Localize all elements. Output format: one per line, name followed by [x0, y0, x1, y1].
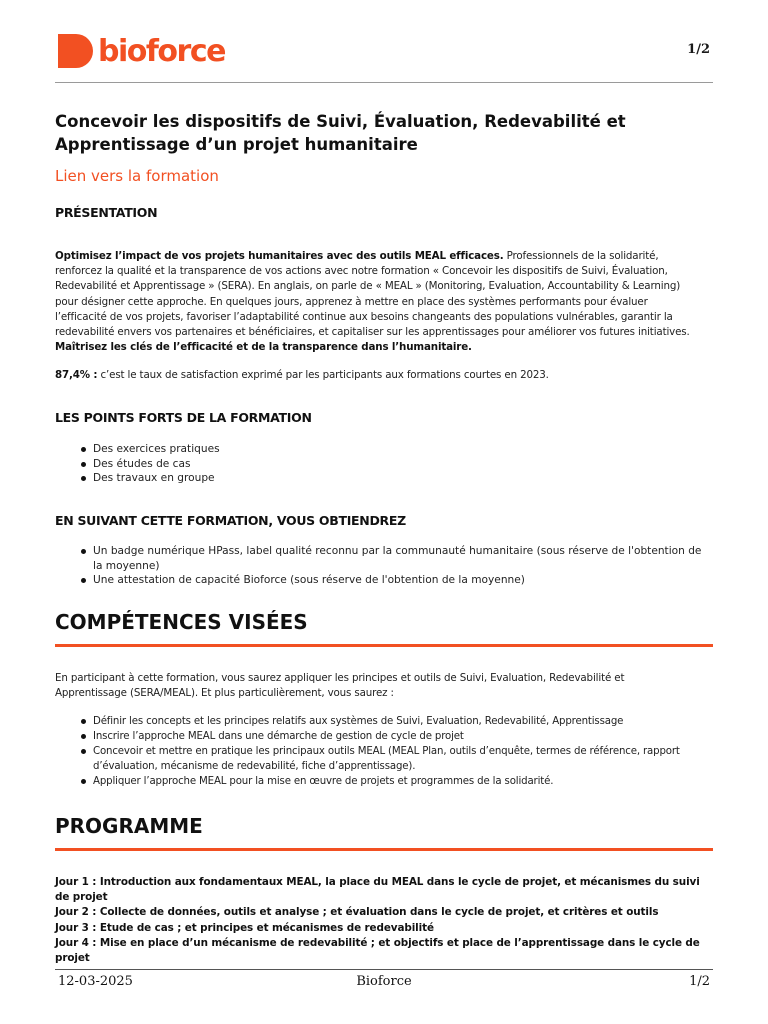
programme-heading: PROGRAMME [55, 814, 713, 851]
satisfaction-stat [55, 368, 695, 383]
stat-value: 87,4% : [55, 369, 98, 381]
competences-list [55, 714, 713, 789]
competences-heading: COMPÉTENCES VISÉES [55, 610, 713, 647]
obtiendrez-list [55, 544, 713, 588]
list-item: Une attestation de capacité Bioforce (sous réserve de l'obtention de la moyenne) [93, 573, 713, 588]
list-item: Des exercices pratiques [93, 442, 713, 457]
list-item: Des études de cas [93, 457, 713, 472]
footer-page-number: 1/2 [689, 974, 710, 989]
presentation-body: Professionnels de la solidarité, renforcez la qualité et la transparence de vos actions avec notre formation « Concevoir les dispositifs de Suivi, Évaluation, Redevabilité et Apprentissage » (SERA). En anglais, on parle de « MEAL » (Monitoring, Evaluation, Accountability & Learning) pour désigner cette approche. En quelques jours, apprenez à mettre en place des systèmes performants pour évaluer l’efficacité de vos projets, favoriser l’adaptabilité continue aux besoins changeants des populations vulnérables, garantir la redevabilité envers vos partenaires et bénéficiaires, et capitaliser sur les apprentissages pour améliorer vos futures initiatives. [55, 250, 690, 339]
programme-days [55, 875, 705, 966]
obtiendrez-heading: EN SUIVANT CETTE FORMATION, VOUS OBTIENDREZ [55, 513, 406, 528]
training-link[interactable]: Lien vers la formation [55, 167, 219, 185]
programme-day: Jour 2 : Collecte de données, outils et analyse ; et évaluation dans le cycle de projet, et critères et outils [55, 906, 659, 919]
page-header [55, 30, 713, 83]
points-forts-heading: LES POINTS FORTS DE LA FORMATION [55, 410, 312, 425]
stat-text: c’est le taux de satisfaction exprimé par les participants aux formations courtes en 2023. [97, 369, 549, 381]
page-title: Concevoir les dispositifs de Suivi, Évaluation, Redevabilité et Apprentissage d’un projet humanitaire [55, 112, 626, 154]
presentation-paragraph [55, 249, 695, 355]
presentation-heading: PRÉSENTATION [55, 205, 158, 220]
list-item: Définir les concepts et les principes relatifs aux systèmes de Suivi, Evaluation, Redevabilité, Apprentissage [93, 714, 713, 729]
competences-intro: En participant à cette formation, vous saurez appliquer les principes et outils de Suivi, Evaluation, Redevabilité et Apprentissage (SERA/MEAL). Et plus particulièrement, vous saurez : [55, 672, 625, 700]
header-page-number: 1/2 [687, 42, 710, 57]
points-forts-list [55, 442, 713, 486]
programme-day: Jour 1 : Introduction aux fondamentaux MEAL, la place du MEAL dans le cycle de projet, et mécanismes du suivi de projet [55, 876, 700, 904]
programme-day: Jour 4 : Mise en place d’un mécanisme de redevabilité ; et objectifs et place de l’apprentissage dans le cycle de projet [55, 936, 700, 965]
list-item: Concevoir et mettre en pratique les principaux outils MEAL (MEAL Plan, outils d’enquête, termes de référence, rapport d’évaluation, mécanisme de redevabilité, fiche d’apprentissage). [93, 744, 713, 774]
list-item: Inscrire l’approche MEAL dans une démarche de gestion de cycle de projet [93, 729, 713, 744]
list-item: Un badge numérique HPass, label qualité reconnu par la communauté humanitaire (sous réserve de l'obtention de la moyenne) [93, 544, 713, 573]
bioforce-logo [55, 32, 225, 72]
footer-org: Bioforce [356, 974, 412, 989]
presentation-closing: Maîtrisez les clés de l’efficacité et de la transparence dans l’humanitaire. [55, 341, 472, 354]
page-footer [55, 969, 713, 989]
footer-date: 12-03-2025 [58, 974, 133, 989]
programme-day: Jour 3 : Etude de cas ; et principes et mécanismes de redevabilité [55, 921, 434, 934]
bioforce-logo-icon [55, 32, 95, 72]
brand-name: bioforce [98, 34, 225, 69]
presentation-lead: Optimisez l’impact de vos projets humanitaires avec des outils MEAL efficaces. [55, 250, 504, 262]
list-item: Des travaux en groupe [93, 471, 713, 486]
list-item: Appliquer l’approche MEAL pour la mise en œuvre de projets et programmes de la solidarité. [93, 774, 713, 789]
